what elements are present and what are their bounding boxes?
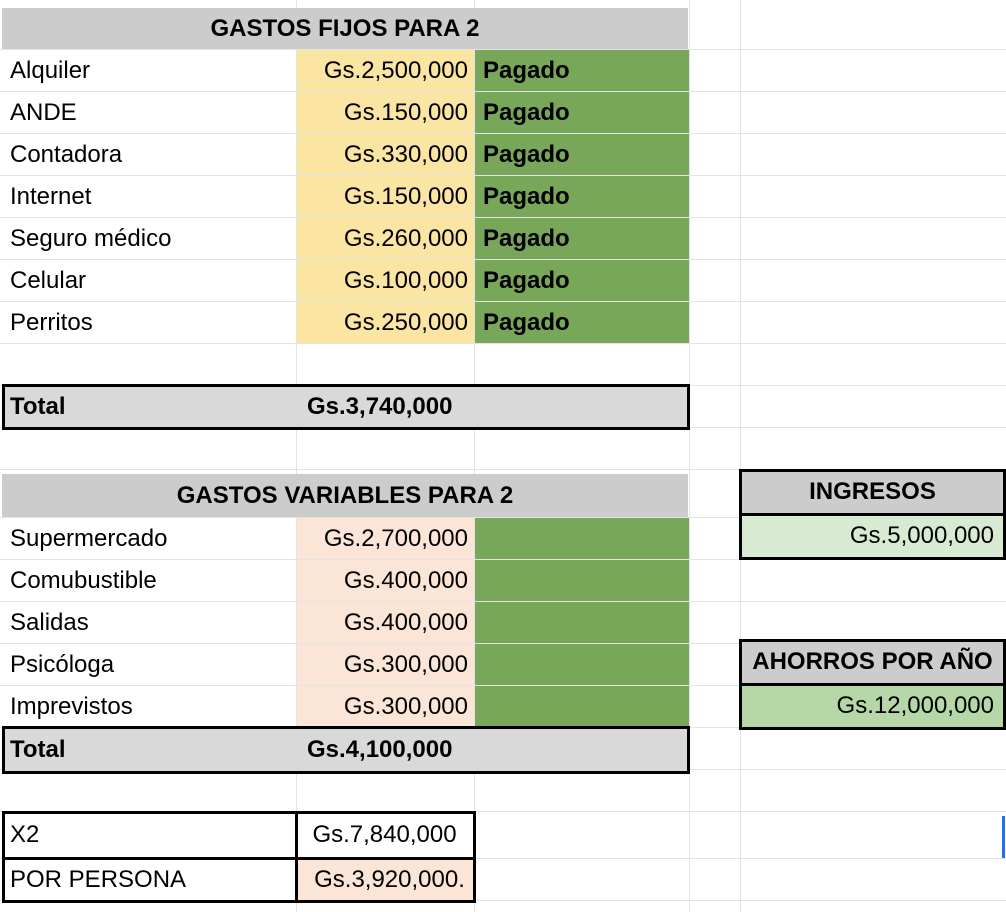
variable-label-cell[interactable]: Comubustible [10, 566, 157, 594]
fixed-total-label[interactable]: Total [10, 392, 66, 420]
variable-amount-cell[interactable]: Gs.300,000 [297, 686, 474, 727]
fixed-amount-cell[interactable]: Gs.150,000 [297, 176, 474, 217]
fixed-expenses-header[interactable]: GASTOS FIJOS PARA 2 [2, 8, 688, 49]
fixed-label-cell[interactable]: Perritos [10, 308, 93, 336]
fixed-label-cell[interactable]: Alquiler [10, 56, 91, 84]
variable-status-cell[interactable] [475, 518, 689, 559]
x2-label[interactable]: X2 [10, 821, 40, 848]
fixed-status-cell[interactable]: Pagado [475, 218, 689, 259]
fixed-label-cell[interactable]: Internet [10, 182, 92, 210]
variable-total-value[interactable]: Gs.4,100,000 [307, 735, 453, 763]
fixed-amount-cell[interactable]: Gs.2,500,000 [297, 50, 474, 91]
fixed-amount-cell[interactable]: Gs.250,000 [297, 302, 474, 343]
fixed-status-cell[interactable]: Pagado [475, 176, 689, 217]
variable-amount-cell[interactable]: Gs.2,700,000 [297, 518, 474, 559]
variable-label-cell[interactable]: Salidas [10, 608, 89, 636]
fixed-total-value[interactable]: Gs.3,740,000 [307, 392, 453, 420]
fixed-status-cell[interactable]: Pagado [475, 50, 689, 91]
variable-expenses-header[interactable]: GASTOS VARIABLES PARA 2 [2, 474, 688, 517]
variable-label-cell[interactable]: Psicóloga [10, 650, 115, 678]
cell-selection-indicator [1002, 816, 1005, 858]
variable-label-cell[interactable]: Imprevistos [10, 692, 133, 720]
fixed-amount-cell[interactable]: Gs.260,000 [297, 218, 474, 259]
fixed-status-cell[interactable]: Pagado [475, 92, 689, 133]
fixed-amount-cell[interactable]: Gs.330,000 [297, 134, 474, 175]
per-person-value[interactable]: Gs.3,920,000. [297, 859, 474, 901]
savings-header[interactable]: AHORROS POR AÑO [741, 641, 1004, 683]
fixed-amount-cell[interactable]: Gs.150,000 [297, 92, 474, 133]
per-person-label[interactable]: POR PERSONA [10, 866, 187, 893]
fixed-amount-cell[interactable]: Gs.100,000 [297, 260, 474, 301]
variable-amount-cell[interactable]: Gs.400,000 [297, 602, 474, 643]
fixed-label-cell[interactable]: Celular [10, 266, 87, 294]
variable-status-cell[interactable] [475, 686, 689, 727]
variable-status-cell[interactable] [475, 560, 689, 601]
variable-label-cell[interactable]: Supermercado [10, 524, 168, 552]
variable-amount-cell[interactable]: Gs.300,000 [297, 644, 474, 685]
fixed-label-cell[interactable]: ANDE [10, 98, 77, 126]
fixed-label-cell[interactable]: Seguro médico [10, 224, 172, 252]
variable-status-cell[interactable] [475, 602, 689, 643]
variable-total-label[interactable]: Total [10, 735, 66, 763]
variable-status-cell[interactable] [475, 644, 689, 685]
variable-amount-cell[interactable]: Gs.400,000 [297, 560, 474, 601]
fixed-label-cell[interactable]: Contadora [10, 140, 123, 168]
x2-value[interactable]: Gs.7,840,000 [312, 821, 457, 848]
fixed-status-cell[interactable]: Pagado [475, 302, 689, 343]
fixed-status-cell[interactable]: Pagado [475, 134, 689, 175]
income-header[interactable]: INGRESOS [741, 471, 1004, 513]
income-value[interactable]: Gs.5,000,000 [741, 514, 1004, 557]
fixed-status-cell[interactable]: Pagado [475, 260, 689, 301]
savings-value[interactable]: Gs.12,000,000 [741, 684, 1004, 727]
